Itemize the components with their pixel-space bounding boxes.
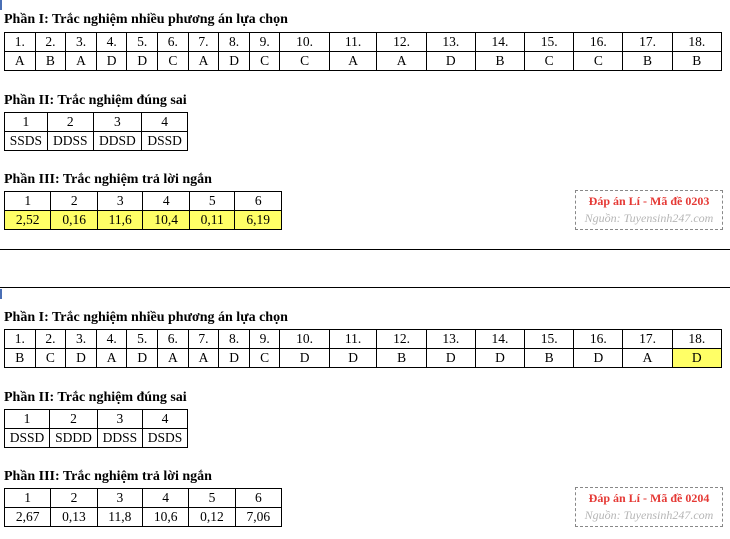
answer-cell: DSSD <box>5 429 50 448</box>
question-number-cell: 9. <box>249 330 280 349</box>
question-number-cell: 3 <box>93 113 142 132</box>
question-number-cell: 7. <box>188 33 219 52</box>
answer-cell: B <box>672 52 721 71</box>
answer-cell: A <box>66 52 97 71</box>
answer-cell: DSSD <box>142 132 188 151</box>
answer-cell: C <box>574 52 623 71</box>
question-number-cell: 1. <box>5 33 36 52</box>
answer-label-box <box>575 190 723 230</box>
question-number-cell: 9. <box>249 33 280 52</box>
answer-cell: C <box>280 52 329 71</box>
question-number-cell: 8. <box>219 33 250 52</box>
question-number-cell: 8. <box>219 330 250 349</box>
question-number-cell: 2. <box>35 330 66 349</box>
question-number-cell: 10. <box>280 33 329 52</box>
answer-cell: D <box>329 349 377 368</box>
top-marker <box>0 0 2 10</box>
part3-table <box>4 191 282 230</box>
question-number-cell: 2 <box>47 113 93 132</box>
question-number-cell: 5 <box>189 489 235 508</box>
answer-cell: D <box>426 349 475 368</box>
answer-cell: B <box>525 349 574 368</box>
question-number-cell: 4. <box>96 33 127 52</box>
answer-cell: A <box>188 52 219 71</box>
answer-cell: C <box>249 349 280 368</box>
answer-cell: A <box>329 52 377 71</box>
question-number-cell: 4 <box>142 410 187 429</box>
answer-cell: D <box>219 52 250 71</box>
answer-cell: B <box>5 349 36 368</box>
answer-cell: SDDD <box>50 429 98 448</box>
question-number-cell: 5. <box>127 330 158 349</box>
answer-cell: 2,52 <box>5 211 51 230</box>
answer-cell: D <box>574 349 623 368</box>
question-number-cell: 2 <box>51 192 97 211</box>
question-number-cell: 10. <box>280 330 329 349</box>
answer-cell: B <box>623 52 672 71</box>
part1-title: Phần I: Trắc nghiệm nhiều phương án lựa chọn <box>4 12 288 27</box>
answer-cell: 6,19 <box>235 211 282 230</box>
question-number-cell: 12. <box>377 33 426 52</box>
question-number-cell: 14. <box>475 330 524 349</box>
question-number-cell: 1 <box>5 192 51 211</box>
answer-cell: B <box>35 52 66 71</box>
answer-cell: D <box>96 52 127 71</box>
question-number-cell: 7. <box>188 330 219 349</box>
question-number-cell: 6 <box>235 489 281 508</box>
part1-number-row <box>5 33 722 52</box>
question-number-cell: 16. <box>574 33 623 52</box>
question-number-cell: 3. <box>66 330 97 349</box>
question-number-cell: 3 <box>97 192 143 211</box>
question-number-cell: 2 <box>51 489 97 508</box>
part2-number-row <box>5 113 188 132</box>
answer-cell: C <box>249 52 280 71</box>
part2-number-row <box>5 410 188 429</box>
answer-label-box <box>575 487 723 527</box>
question-number-cell: 13. <box>426 330 475 349</box>
part1-answer-row <box>5 52 722 71</box>
part2-answer-row <box>5 132 188 151</box>
question-number-cell: 5 <box>189 192 235 211</box>
answer-cell: 11,8 <box>97 508 142 527</box>
question-number-cell: 14. <box>475 33 524 52</box>
question-number-cell: 11. <box>329 330 377 349</box>
question-number-cell: 6. <box>158 33 189 52</box>
answer-label: Đáp án Lí - Mã đề 0203 <box>588 194 710 208</box>
question-number-cell: 16. <box>574 330 623 349</box>
part1-title: Phần I: Trắc nghiệm nhiều phương án lựa chọn <box>4 310 288 325</box>
answer-cell: D <box>672 349 721 368</box>
answer-cell: 2,67 <box>5 508 51 527</box>
source-text: Nguồn: Tuyensinh247.com <box>584 508 714 522</box>
answer-cell: 0,12 <box>189 508 235 527</box>
question-number-cell: 17. <box>623 33 672 52</box>
answer-cell: 0,16 <box>51 211 97 230</box>
answer-cell: A <box>623 349 672 368</box>
question-number-cell: 2 <box>50 410 98 429</box>
part1-table <box>4 329 722 368</box>
part1-answer-row <box>5 349 722 368</box>
answer-cell: C <box>35 349 66 368</box>
part1-number-row <box>5 330 722 349</box>
part3-number-row <box>5 192 282 211</box>
answer-cell: 10,4 <box>143 211 189 230</box>
part3-title: Phần III: Trắc nghiệm trả lời ngắn <box>4 469 212 484</box>
answer-cell: DDSS <box>97 429 142 448</box>
answer-cell: A <box>96 349 127 368</box>
block-marker <box>0 289 2 299</box>
question-number-cell: 4 <box>142 113 188 132</box>
question-number-cell: 13. <box>426 33 475 52</box>
answer-cell: DDSD <box>93 132 142 151</box>
question-number-cell: 1. <box>5 330 36 349</box>
part2-table <box>4 112 188 151</box>
separator-line <box>0 287 730 288</box>
answer-cell: C <box>525 52 574 71</box>
answer-cell: D <box>475 349 524 368</box>
question-number-cell: 1 <box>5 410 50 429</box>
question-number-cell: 2. <box>35 33 66 52</box>
question-number-cell: 15. <box>525 330 574 349</box>
question-number-cell: 18. <box>672 33 721 52</box>
question-number-cell: 4 <box>143 192 189 211</box>
answer-cell: 0,13 <box>51 508 97 527</box>
part3-answer-row <box>5 508 282 527</box>
question-number-cell: 15. <box>525 33 574 52</box>
answer-cell: 0,11 <box>189 211 235 230</box>
question-number-cell: 18. <box>672 330 721 349</box>
answer-cell: 10,6 <box>143 508 189 527</box>
answer-cell: D <box>66 349 97 368</box>
part3-number-row <box>5 489 282 508</box>
question-number-cell: 1 <box>5 113 48 132</box>
part1-table <box>4 32 722 71</box>
question-number-cell: 11. <box>329 33 377 52</box>
question-number-cell: 17. <box>623 330 672 349</box>
answer-cell: DSDS <box>142 429 187 448</box>
answer-cell: 11,6 <box>97 211 143 230</box>
answer-cell: B <box>475 52 524 71</box>
answer-cell: 7,06 <box>235 508 281 527</box>
question-number-cell: 3 <box>97 489 142 508</box>
answer-cell: D <box>280 349 329 368</box>
answer-label: Đáp án Lí - Mã đề 0204 <box>588 491 710 505</box>
source-text: Nguồn: Tuyensinh247.com <box>584 211 714 225</box>
question-number-cell: 12. <box>377 330 426 349</box>
answer-cell: D <box>127 349 158 368</box>
question-number-cell: 6. <box>158 330 189 349</box>
answer-cell: DDSS <box>47 132 93 151</box>
answer-cell: C <box>158 52 189 71</box>
question-number-cell: 5. <box>127 33 158 52</box>
answer-cell: B <box>377 349 426 368</box>
part3-table <box>4 488 282 527</box>
part3-answer-row <box>5 211 282 230</box>
answer-cell: D <box>127 52 158 71</box>
part2-answer-row <box>5 429 188 448</box>
question-number-cell: 6 <box>235 192 282 211</box>
part2-table <box>4 409 188 448</box>
answer-cell: D <box>426 52 475 71</box>
part3-title: Phần III: Trắc nghiệm trả lời ngắn <box>4 172 212 187</box>
part2-title: Phần II: Trắc nghiệm đúng sai <box>4 390 187 405</box>
question-number-cell: 1 <box>5 489 51 508</box>
question-number-cell: 4. <box>96 330 127 349</box>
question-number-cell: 3. <box>66 33 97 52</box>
answer-cell: A <box>5 52 36 71</box>
answer-cell: SSDS <box>5 132 48 151</box>
question-number-cell: 3 <box>97 410 142 429</box>
question-number-cell: 4 <box>143 489 189 508</box>
answer-cell: A <box>158 349 189 368</box>
answer-cell: A <box>377 52 426 71</box>
answer-cell: A <box>188 349 219 368</box>
answer-cell: D <box>219 349 250 368</box>
separator-line <box>0 249 730 250</box>
part2-title: Phần II: Trắc nghiệm đúng sai <box>4 93 187 108</box>
